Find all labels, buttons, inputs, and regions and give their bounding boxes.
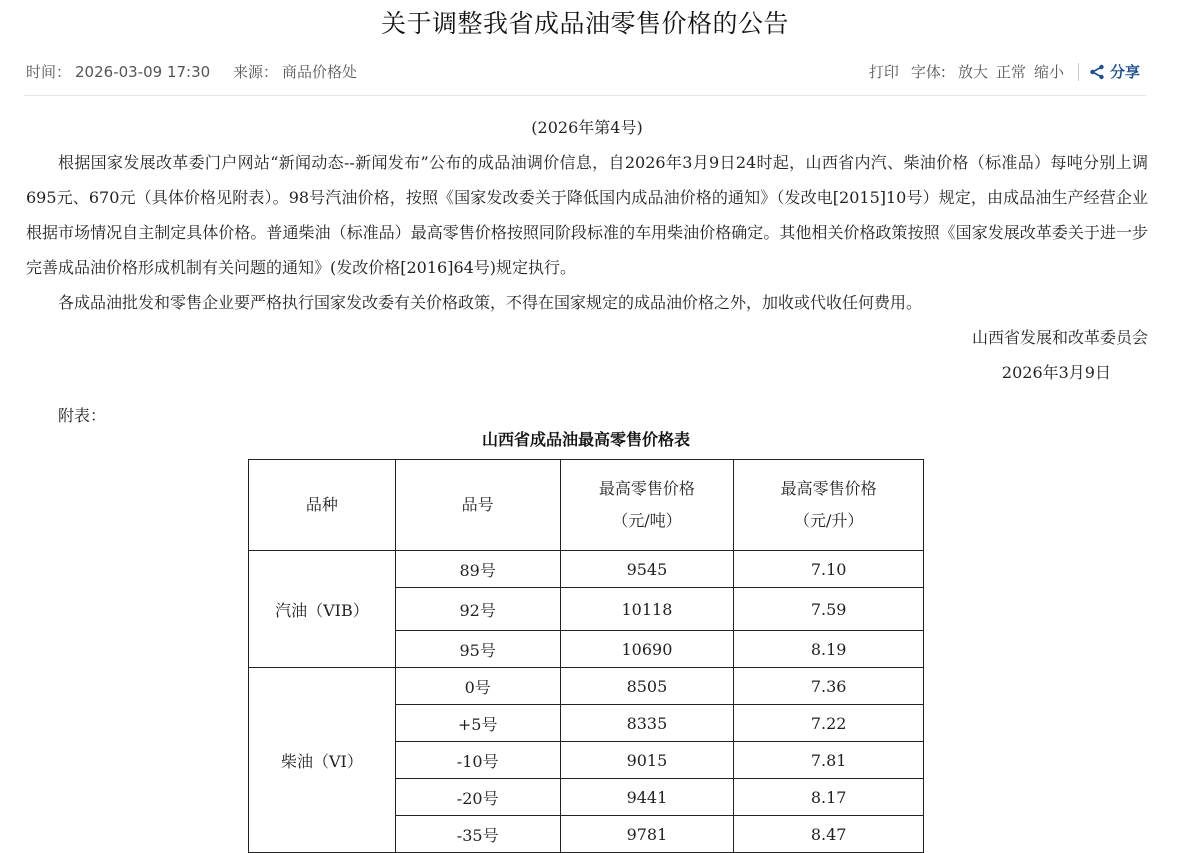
price-ton-cell: 10690 <box>560 631 734 668</box>
grade-cell: +5号 <box>395 705 560 742</box>
header-price-per-ton-line2: （元/吨） <box>612 511 682 530</box>
print-button[interactable]: 打印 <box>868 63 899 81</box>
price-ton-cell: 8505 <box>560 668 734 705</box>
price-liter-cell: 7.59 <box>734 588 924 631</box>
signature: 山西省发展和改革委员会 <box>971 328 1148 347</box>
price-ton-cell: 9015 <box>560 742 734 779</box>
header-price-per-liter-line2: （元/升） <box>793 511 864 530</box>
page-title: 关于调整我省成品油零售价格的公告 <box>380 9 789 38</box>
paragraph-2: 各成品油批发和零售企业要严格执行国家发改委有关价格政策，不得在国家规定的成品油价格之外，加收或代收任何费用。 <box>58 293 923 312</box>
price-liter-cell: 7.81 <box>734 742 924 779</box>
publish-time: 2026-03-09 17:30 <box>75 63 211 81</box>
price-table <box>248 459 924 853</box>
attachment-label: 附表： <box>58 406 107 425</box>
price-liter-cell: 8.17 <box>734 779 924 816</box>
table-row <box>249 551 924 588</box>
article-meta <box>26 61 361 82</box>
header-price-per-ton <box>560 460 734 551</box>
grade-cell: -20号 <box>395 779 560 816</box>
grade-cell: -10号 <box>395 742 560 779</box>
price-ton-cell: 9441 <box>560 779 734 816</box>
font-normal-button[interactable]: 正常 <box>995 63 1026 81</box>
share-button[interactable] <box>1089 61 1140 82</box>
price-liter-cell: 7.22 <box>734 705 924 742</box>
grade-cell: 89号 <box>395 551 560 588</box>
price-ton-cell: 10118 <box>560 588 734 631</box>
header-grade: 品号 <box>395 460 560 551</box>
grade-cell: 92号 <box>395 588 560 631</box>
price-ton-cell: 8335 <box>560 705 734 742</box>
article-toolbar <box>869 61 1140 82</box>
font-small-button[interactable]: 缩小 <box>1033 63 1064 81</box>
source-name: 商品价格处 <box>281 63 357 81</box>
issue-date: 2026年3月9日 <box>1001 363 1111 382</box>
toolbar-divider <box>1078 63 1079 81</box>
header-divider <box>24 95 1146 96</box>
price-ton-cell: 9781 <box>560 816 734 853</box>
table-header-row <box>249 460 924 551</box>
font-large-button[interactable]: 放大 <box>957 63 988 81</box>
header-price-per-ton-line1: 最高零售价格 <box>598 479 695 498</box>
header-category: 品种 <box>249 460 396 551</box>
price-liter-cell: 7.36 <box>734 668 924 705</box>
grade-cell: -35号 <box>395 816 560 853</box>
header-price-per-liter <box>734 460 924 551</box>
font-size-label: 字体: <box>910 63 946 81</box>
price-liter-cell: 7.10 <box>734 551 924 588</box>
share-label: 分享 <box>1109 63 1140 81</box>
category-gasoline: 汽油（VIB） <box>249 551 396 668</box>
document-number: (2026年第4号) <box>531 118 643 137</box>
share-icon <box>1089 64 1105 80</box>
table-caption: 山西省成品油最高零售价格表 <box>481 430 690 449</box>
category-diesel: 柴油（VI） <box>249 668 396 853</box>
header-price-per-liter-line1: 最高零售价格 <box>780 479 877 498</box>
source-label: 来源： <box>232 63 278 81</box>
table-row <box>249 668 924 705</box>
paragraph-1: 根据国家发展改革委门户网站“新闻动态--新闻发布”公布的成品油调价信息，自2026年3月9日24时起，山西省内汽、柴油价格（标准品）每吨分别上调695元、670元（具体价格见附表）。98号汽油价格，按照《国家发改委关于降低国内成品油价格的通知》（发改电[2015]10号）规定，由成品油生产经营企业根据市场情况自主制定具体价格。普通柴油（标准品）最高零售价格按照同阶段标准的车用柴油价格确定。其他相关价格政策按照《国家发展改革委关于进一步完善成品油价格形成机制有关问题的通知》(发改价格[2016]64号)规定执行。 <box>26 153 1148 277</box>
price-liter-cell: 8.19 <box>734 631 924 668</box>
grade-cell: 95号 <box>395 631 560 668</box>
article-body <box>26 110 1148 433</box>
time-label: 时间： <box>26 63 72 81</box>
price-ton-cell: 9545 <box>560 551 734 588</box>
grade-cell: 0号 <box>395 668 560 705</box>
price-liter-cell: 8.47 <box>734 816 924 853</box>
